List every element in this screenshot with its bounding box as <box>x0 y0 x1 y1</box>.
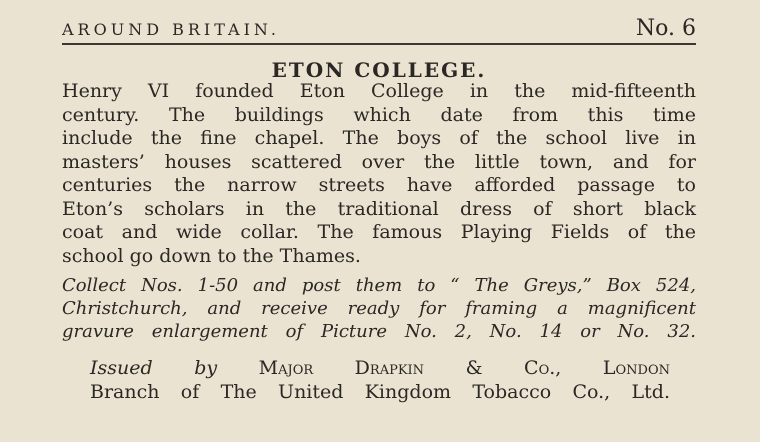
description-line: centuries the narrow streets have afforded passage to <box>62 174 696 196</box>
description <box>62 80 696 268</box>
description-line: include the fine chapel. The boys of the school live in <box>62 127 696 149</box>
card-number: No. 6 <box>635 16 696 41</box>
card-header <box>62 16 696 42</box>
issued-by-label: Issued by <box>90 357 218 379</box>
offer-line: gravure enlargement of Picture No. 2, No. 14 or No. 32. <box>62 321 696 342</box>
description-line: century. The buildings which date from this time <box>62 103 696 126</box>
issuer-line-1 <box>90 356 670 380</box>
description-line: coat and wide collar. The famous Playing Fields of the <box>62 221 696 243</box>
issuer-block <box>90 356 670 404</box>
description-line: masters’ houses scattered over the little town, and for <box>62 150 696 173</box>
description-line: Henry VI founded Eton College in the mid-fifteenth <box>62 80 696 102</box>
issuer-name: Major Drapkin & Co., London <box>258 357 670 379</box>
description-line: school go down to the Thames. <box>62 244 361 267</box>
description-line: Eton’s scholars in the traditional dress of short black <box>62 197 696 220</box>
header-rule <box>62 43 696 45</box>
collection-offer <box>62 274 696 343</box>
series-title: AROUND BRITAIN. <box>62 20 280 39</box>
offer-line: Christchurch, and receive ready for framing a magnificent <box>62 298 696 319</box>
card-title: ETON COLLEGE. <box>271 58 487 82</box>
offer-line: Collect Nos. 1-50 and post them to “ The Greys,” Box 524, <box>62 275 696 296</box>
issuer-line-2: Branch of The United Kingdom Tobacco Co., Ltd. <box>90 381 670 403</box>
